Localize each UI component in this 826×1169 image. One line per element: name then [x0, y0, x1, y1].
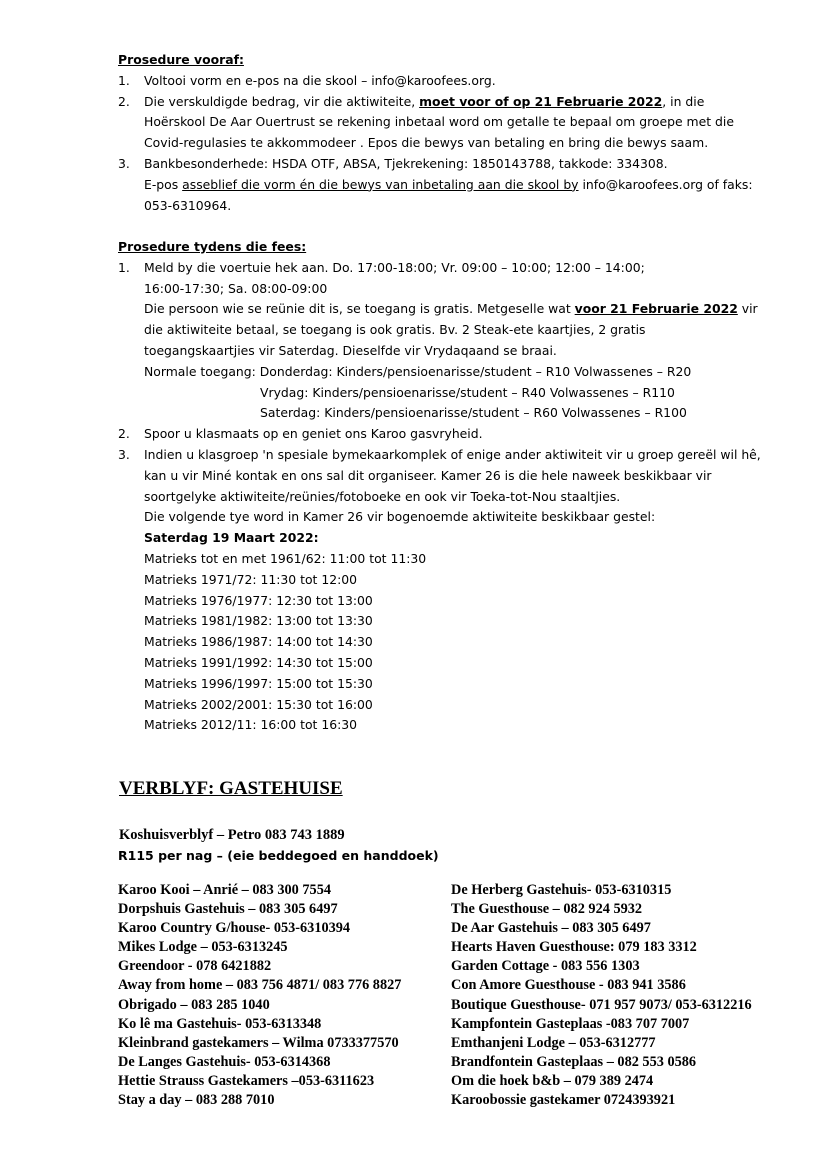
list-item: 3. Bankbesonderhede: HSDA OTF, ABSA, Tjekrekening: 1850143788, takkode: 334308. [118, 155, 668, 171]
list-item: Greendoor - 078 6421882 [118, 958, 272, 975]
list-item: Garden Cottage - 083 556 1303 [451, 958, 640, 975]
list-item: Dorpshuis Gastehuis – 083 305 6497 [118, 901, 338, 918]
section-vooraf: Prosedure vooraf: 1. Voltooi vorm en e-pos na die skool – info@karoofees.org. 2. Die verskuldigde bedrag, vir die aktiwiteite, moet voor of op 21 Februarie 2022, in die Hoërskool De Aar Ouertrust se rekening inbetaal word om getalle te bepaal om groepe met die Covid-regulasies te akkommodeer . Epos die bewys van betaling en bring die bewys saam. 3. Bankbesonderhede: HSDA OTF, ABSA, Tjekrekening: 1850143788, takkode: 334308. E-pos asseblief die vorm én die bewys van inbetaling aan die skool by info@karoofees.org of faks: 053-6310964. [118, 50, 788, 216]
list-item: Obrigado – 083 285 1040 [118, 996, 270, 1013]
list-item: Matrieks 1996/1997: 15:00 tot 15:30 [144, 675, 373, 691]
schedule-list [118, 549, 788, 736]
guesthouse-list-left [118, 881, 401, 1110]
list-item: 3. Indien u klasgroep 'n spesiale bymekaarkomplek of enige ander aktiwiteit vir u groep gereël wil hê, [118, 446, 761, 462]
list-item: De Aar Gastehuis – 083 305 6497 [451, 920, 651, 937]
list-item: Boutique Guesthouse- 071 957 9073/ 053-6312216 [451, 996, 752, 1013]
list-item: Karoobossie gastekamer 0724393921 [451, 1092, 676, 1109]
koshuis-price: R115 per nag – (eie beddegoed en handdoek) [118, 848, 439, 863]
list-item: De Langes Gastehuis- 053-6314368 [118, 1053, 331, 1070]
section-tydens: Prosedure tydens die fees: 1. Meld by die voertuie hek aan. Do. 17:00-18:00; Vr. 09:00 – 10:00; 12:00 – 14:00; 16:00-17:30; Sa. 08:00-09:00 Die persoon wie se reünie dit is, se toegang is gratis. Metgeselle wat voor 21 Februarie 2022 vir die aktiwiteite betaal, se toegang is ook gratis. Bv. 2 Steak-ete kaartjies, 2 gratis toegangskaartjies vir Saterdag. Dieselfde vir Vrydaqaand se braai. Normale toegang: Donderdag: Kinders/pensioenarisse/student – R10 Volwassenes – R20 Vrydag: Kinders/pensioenarisse/student – R40 Volwassenes – R110 Saterdag: Kinders/pensioenarisse/student – R60 Volwassenes – R100 2. Spoor u klasmaats op en geniet ons Karoo gasvryheid. 3. Indien u klasgroep 'n spesiale bymekaarkomplek of enige ander aktiwiteit vir u groep gereël wil hê, kan u vir Miné kontak en ons sal dit organiseer. Kamer 26 is die hele naweek beskikbaar vir soortgelyke aktiwiteite/reünies/fotoboeke en ook vir Toeka-tot-Nou staaltjies. Die volgende tye word in Kamer 26 vir bogenoemde aktiwiteite beskikbaar gestel: Saterdag 19 Maart 2022: Matrieks tot en met 1961/62: 11:00 tot 11:30 Matrieks 1971/72: 11:30 tot 12:00 Matrieks 1976/1977: 12:30 tot 13:00 Matrieks 1981/1982: 13:00 tot 13:30 Matrieks 1986/1987: 14:00 tot 14:30 Matrieks 1991/1992: 14:30 tot 15:00 Matrieks 1996/1997: 15:00 tot 15:30 Matrieks 2002/2001: 15:30 tot 16:00 Matrieks 2012/11: 16:00 tot 16:30 [118, 237, 788, 736]
list-item: Matrieks tot en met 1961/62: 11:00 tot 11:30 [144, 550, 427, 566]
list-item: Matrieks 1981/1982: 13:00 tot 13:30 [144, 613, 373, 629]
list-item: Matrieks 1991/1992: 14:30 tot 15:00 [144, 654, 373, 670]
list-item: 2. Spoor u klasmaats op en geniet ons Karoo gasvryheid. [118, 426, 483, 442]
list-item: 1. Meld by die voertuie hek aan. Do. 17:00-18:00; Vr. 09:00 – 10:00; 12:00 – 14:00; [118, 259, 645, 275]
page-title: VERBLYF: GASTEHUISE [119, 778, 343, 799]
list-item: Kampfontein Gasteplaas -083 707 7007 [451, 1015, 690, 1032]
list-item: Away from home – 083 756 4871/ 083 776 8827 [118, 977, 402, 994]
list-item: Matrieks 1976/1977: 12:30 tot 13:00 [144, 592, 373, 608]
list-item: Matrieks 1986/1987: 14:00 tot 14:30 [144, 634, 373, 650]
koshuis-contact: Koshuisverblyf – Petro 083 743 1889 [119, 827, 345, 843]
list-item: Hettie Strauss Gastekamers –053-6311623 [118, 1072, 375, 1089]
list-item: Kleinbrand gastekamers – Wilma 0733377570 [118, 1034, 399, 1051]
list-item: Matrieks 2002/2001: 15:30 tot 16:00 [144, 696, 373, 712]
list-item: Con Amore Guesthouse - 083 941 3586 [451, 977, 686, 994]
deadline-text: moet voor of op 21 Februarie 2022 [419, 93, 663, 109]
list-item: Matrieks 2012/11: 16:00 tot 16:30 [144, 717, 358, 733]
list-item: Emthanjeni Lodge – 053-6312777 [451, 1034, 656, 1051]
list-item: Ko lê ma Gastehuis- 053-6313348 [118, 1015, 322, 1032]
schedule-day: Saterdag 19 Maart 2022: [144, 530, 319, 546]
list-item: Karoo Kooi – Anrié – 083 300 7554 [118, 882, 331, 898]
list-item: The Guesthouse – 082 924 5932 [451, 901, 643, 918]
list-item: 1. Voltooi vorm en e-pos na die skool – info@karoofees.org. [118, 72, 496, 88]
list-item: Karoo Country G/house- 053-6310394 [118, 920, 351, 937]
list-item: De Herberg Gastehuis- 053-6310315 [451, 882, 672, 898]
heading-tydens: Prosedure tydens die fees: [118, 239, 307, 254]
list-item: Stay a day – 083 288 7010 [118, 1092, 275, 1109]
list-item: Om die hoek b&b – 079 389 2474 [451, 1072, 654, 1089]
list-item: Hearts Haven Guesthouse: 079 183 3312 [451, 939, 697, 956]
guesthouse-list-right [451, 881, 752, 1110]
list-item: Matrieks 1971/72: 11:30 tot 12:00 [144, 571, 358, 587]
list-item: Brandfontein Gasteplaas – 082 553 0586 [451, 1053, 697, 1070]
list-item: 2. Die verskuldigde bedrag, vir die aktiwiteite, moet voor of op 21 Februarie 2022, in die [118, 93, 705, 109]
list-item: Mikes Lodge – 053-6313245 [118, 939, 288, 956]
heading-vooraf: Prosedure vooraf: [118, 52, 244, 67]
